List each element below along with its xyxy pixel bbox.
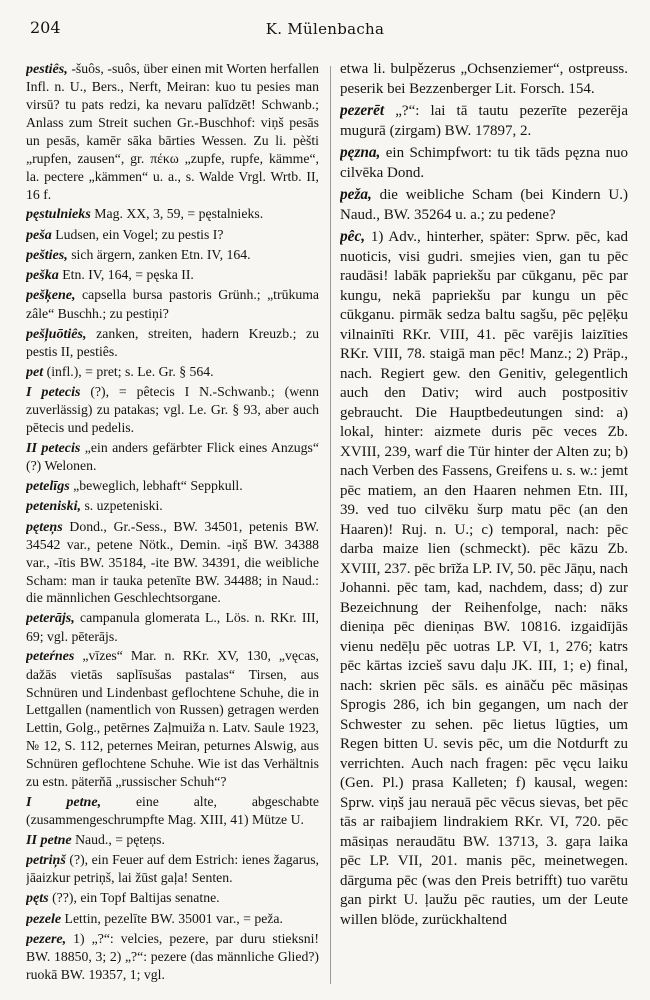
entry-headword: pęstulnieks xyxy=(26,206,91,223)
dictionary-entry xyxy=(26,930,319,984)
entry-body: (infl.), = pret; s. Le. Gr. § 564. xyxy=(43,363,214,379)
entry-body: Etn. IV, 164, = pęska II. xyxy=(58,267,194,283)
dictionary-entry xyxy=(26,497,319,515)
dictionary-entry xyxy=(340,60,628,99)
dictionary-entry xyxy=(340,101,628,141)
entry-body: -šuôs, -suôs, über einen mit Worten herfallen Infl. n. U., Bers., Nerft, Meiran: kuo tu pesies man virsū? tu pats redzi, ka nevaru palīdzēt! Schwanb.; Anlass zum Streit suchen Gr.-Buschhof: viņš pesās un pesās, kamēr sāka bārties Wessen. Zu li. pèšti „rupfen, zausen“, gr. πέκω „zupfe, rupfe, kämme“, la. pectere „kämmen“ u. a., s. Walde Vrgl. Wrtb. II, 16 f. xyxy=(26,61,319,202)
entry-headword: pezere, xyxy=(26,930,67,947)
dictionary-entry xyxy=(26,518,319,608)
entry-headword: pešķene, xyxy=(26,287,76,304)
dictionary-entry xyxy=(26,363,319,381)
entry-headword: pêc, xyxy=(340,228,366,245)
entry-headword: pešļuōtiês, xyxy=(26,325,87,342)
entry-headword: pęzna, xyxy=(340,144,381,161)
dictionary-entry xyxy=(26,793,319,829)
entry-body: (?), ein Feuer auf dem Estrich: ienes žagarus, jāaizkur petriņš, lai žūst gaļa! Senten. xyxy=(26,852,319,886)
entry-headword: I petne, xyxy=(26,793,102,810)
dictionary-entry xyxy=(26,266,319,284)
entry-headword: pęts xyxy=(26,890,49,907)
dictionary-entry xyxy=(26,609,319,645)
page-header xyxy=(0,0,650,46)
entry-body: sich ärgern, zanken Etn. IV, 164. xyxy=(67,246,251,262)
dictionary-entry xyxy=(26,60,319,203)
entry-body: eine alte, abgeschabte (zusammengeschrumpfte Mag. XIII, 41) Mütze U. xyxy=(26,793,319,827)
entry-body: Lettin, pezelīte BW. 35001 var., = peža. xyxy=(61,910,283,926)
entry-headword: peteniski, xyxy=(26,498,82,515)
entry-body: „vīzes“ Mar. n. RKr. XV, 130, „vęcas, dažās vietās saplīsušas pastalas“ Tirsen, aus Schnüren und Lindenbast geflochtene Schuhe, die in Lettgallen (namentlich von Russen) getragen werden Lettin, Golg., petērnes Zaļmuiža n. Latv. Saule 1923, № 12, S. 112, peternes Meiran, peturnes Alswig, aus Schnüren geflochtene Schuhe. Wie ist das Verhältnis zu estn. pätern̆ā „russischer Schuh“? xyxy=(26,648,319,789)
entry-headword: I petecis xyxy=(26,383,81,400)
entry-body: „beweglich, lebhaft“ Seppkull. xyxy=(69,478,243,493)
dictionary-entry xyxy=(26,286,319,322)
dictionary-entry xyxy=(26,910,319,928)
right-column xyxy=(340,60,628,990)
dictionary-entry xyxy=(26,889,319,907)
entry-headword: II petne xyxy=(26,831,72,848)
entry-body: „?“: lai tā tautu pezerīte pezerēja mugurā (zirgam) BW. 17897, 2. xyxy=(340,103,628,139)
entry-body: ein Schimpfwort: tu tik tāds pęzna nuo cilvēka Dond. xyxy=(340,145,628,181)
dictionary-entry xyxy=(340,143,628,183)
dictionary-entry xyxy=(26,647,319,790)
entry-body: etwa li. bulpězerus „Ochsenziemer“, ostpreuss. peserik bei Bezzenberger Lit. Forsch. 154. xyxy=(340,61,628,97)
entry-body: „ein anders gefärbter Flick eines Anzugs“ (?) Welonen. xyxy=(26,439,319,474)
entry-headword: II petecis xyxy=(26,439,81,456)
dictionary-entry xyxy=(26,477,319,495)
entry-body: Mag. XX, 3, 59, = pęstalnieks. xyxy=(90,206,264,222)
running-head: K. Mülenbacha xyxy=(265,20,385,38)
dictionary-entry xyxy=(26,851,319,887)
page-number: 204 xyxy=(30,18,61,37)
entry-headword: peterājs, xyxy=(26,610,75,627)
entry-headword: peteŕnes xyxy=(26,648,75,665)
entry-body: capsella bursa pastoris Grünh.; „trūkuma zâle“ Buschh.; zu pestiņi? xyxy=(26,287,319,321)
entry-headword: peška xyxy=(26,267,59,284)
entry-headword: peža, xyxy=(340,186,372,203)
dictionary-entry xyxy=(340,185,628,225)
entry-body: zanken, streiten, hadern Kreuzb.; zu pestis II, pestiês. xyxy=(26,325,319,359)
entry-headword: pestiês, xyxy=(26,61,68,77)
dictionary-entry xyxy=(26,831,319,849)
entry-headword: pešties, xyxy=(26,246,68,263)
entry-body: 1) Adv., hinterher, später: Sprw. pēc, kad nuoticis, visi gudri. smejies vien, gan tu pēc raudāsi! labāk papriekšu par cūkganu, pēc par kungu, nekā papriekšu par kungu un pēc cūkganu. pirmāk sedza baltu sagšu, pēc pęļēķu vilnainīti RKr. VIII, 41. pēc varējis laizīties RKr. VIII, 78. staigā man pēc! Manz.; 2) Präp., nach. Regiert gew. den Genitiv, gelegentlich auch den Dativ; wird auch postpositiv gebraucht. Die Hauptbedeutungen sind: a) lokal, hinter: aizmete duris pēc veces Zb. XVIII, 239, warf die Tür hinter der Alten zu; b) nach Verben des Fassens, Greifens u. s. w.: jemt pēc matiem, an den Haaren nehmen Etn. III, 39. ved tuo cilvēku šurp matu pēc (an den Haaren)! Ruj. n. U.; c) temporal, nach: pēc darba maize lien (schmeckt). pēc kāzu Zb. XVIII, 237. pēc brīža LP. IV, 50. pēc Jāņu, nach Johanni. pēc tam, kad, nachdem, dass; d) zur Bezeichnung der Reihenfolge, nach: nāks dieniņa pēc dieniņas BW. 10816. izgaidījās vienu nedēļu pēc uotras LP. VI, 1, 276; katrs pēc kārtas izcieš savu daļu JK. III, 1; e) final, nach: skrien pēc sāls. es aināču pēc māsiņas Sprogis 286, ich bin gegangen, um nach der Schwester zu sehen. pēc lietus lūgties, um Regen bitten U. sevis pēc, um die Notdurft zu verrichten. Auch nach fragen: pēc vęcu laiku (Gen. Pl.) prasa Kalleten; f) kausal, wegen: Sprw. viņš jau nerauā pēc vēcus sievas, bet pēc tās ar raibajiem lindrakiem RKr. VI, 720. pēc māsiņas neraudātu BW. 13713, 3. gaŗa laika pēc LP. VII, 201. manis pēc, meinetwegen. dārguma pēc (was den Preis betrifft) tuo varētu gan pirkt U. ļaužu pēc rauties, um der Leute willen blöde, zurückhaltend xyxy=(340,229,628,928)
entry-headword: pet xyxy=(26,363,44,380)
dictionary-entry xyxy=(26,226,319,244)
dictionary-entry xyxy=(26,325,319,361)
entry-body: Naud., = pęteņs. xyxy=(71,831,165,847)
entry-body: die weibliche Scham (bei Kindern U.) Naud., BW. 35264 u. a.; zu pedene? xyxy=(340,187,628,223)
entry-headword: pezele xyxy=(26,910,62,927)
entry-headword: peša xyxy=(26,226,52,243)
dictionary-entry xyxy=(26,205,319,223)
entry-headword: petriņš xyxy=(26,852,66,869)
entry-body: campanula glomerata L., Lös. n. RKr. III, 69; vgl. pēterājs. xyxy=(26,610,319,644)
column-divider xyxy=(330,66,331,984)
entry-body: s. uzpeteniski. xyxy=(81,498,163,514)
dictionary-entry xyxy=(26,383,319,437)
dictionary-entry xyxy=(340,227,628,930)
entry-headword: pęteņs xyxy=(26,518,63,535)
dictionary-entry xyxy=(26,439,319,475)
entry-body: 1) „?“: velcies, pezere, par duru stieksni! BW. 18850, 3; 2) „?“: pezere (das männliche Glied?) ruokā BW. 19357, 1; vgl. xyxy=(26,930,319,982)
entry-body: Ludsen, ein Vogel; zu pestis I? xyxy=(51,226,224,242)
entry-headword: petelīgs xyxy=(26,478,70,494)
entry-body: (??), ein Topf Baltijas senatne. xyxy=(48,890,220,906)
entry-body: Dond., Gr.-Sess., BW. 34501, petenis BW. 34542 var., petene Nötk., Demin. -iņš BW. 34388 var., -ītis BW. 35184, -ite BW. 34391, die weibliche Scham: man ir tauka petenīte BW. 34488; in Naud.: die männlichen Geschlechtsorgane. xyxy=(26,518,319,606)
dictionary-entry xyxy=(26,246,319,264)
entry-body: (?), = pêtecis I N.-Schwanb.; (wenn zuverlässig) zu patakas; vgl. Le. Gr. § 93, aber auch pētecis und pedelis. xyxy=(26,383,319,435)
entry-headword: pezerēt xyxy=(340,102,385,119)
left-column xyxy=(26,60,319,990)
